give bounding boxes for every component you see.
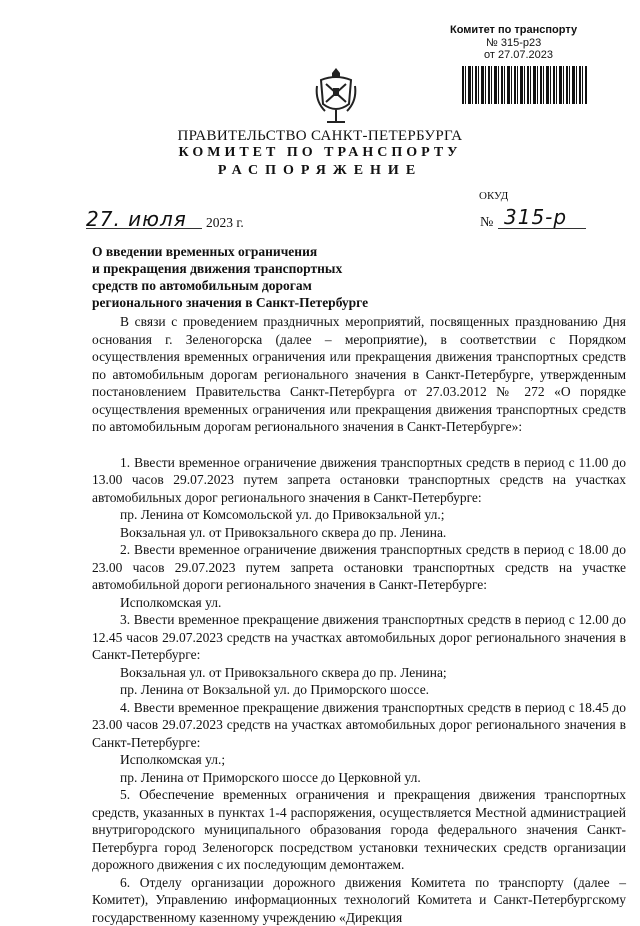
street-line: Исполкомская ул.; <box>92 751 626 769</box>
okud-label: ОКУД <box>479 190 508 202</box>
street-line: пр. Ленина от Приморского шоссе до Церковной ул. <box>92 769 626 787</box>
subject-line: средств по автомобильным дорогам <box>92 277 368 294</box>
number-underline <box>498 228 586 229</box>
doc-date-handwritten: 27. июля <box>86 207 187 231</box>
doc-year: 2023 г. <box>206 215 244 231</box>
item-paragraph: 4. Ввести временное прекращение движения транспортных средств в период с 18.45 до 23.00 часов 29.07.2023 средств на участках автомобильных дорог регионального значения в Санкт-Петербурге: <box>92 699 626 752</box>
preamble-paragraph: В связи с проведением праздничных мероприятий, посвященных празднованию Дня основания г. Зеленогорска (далее – мероприятие), в соответствии с Порядком осуществления временных ограничения или прекращения движения транспортных средств по автомобильным дорогам регионального значения в Санкт-Петербурге, утвержденным постановлением Правительства Санкт-Петербурга от 27.03.2012 № 272 «О порядке осуществления временных ограничения или прекращения движения транспортных средств по автомобильным дорогам регионального значения в Санкт-Петербурге»: <box>92 313 626 436</box>
committee-title: КОМИТЕТ ПО ТРАНСПОРТУ <box>0 145 640 161</box>
doc-subject <box>92 243 368 311</box>
subject-line: О введении временных ограничения <box>92 243 368 260</box>
item-paragraph: 6. Отделу организации дорожного движения Комитета по транспорту (далее – Комитет), Управлению информационных технологий Комитета и Санкт-Петербургскому государственному казенному учреждению «Дирекция <box>92 874 626 926</box>
street-line: пр. Ленина от Вокзальной ул. до Приморского шоссе. <box>92 681 626 699</box>
coat-of-arms-icon <box>315 66 357 126</box>
government-title: ПРАВИТЕЛЬСТВО САНКТ-ПЕТЕРБУРГА <box>0 128 640 145</box>
doc-number-prefix: № <box>480 215 493 231</box>
doc-body <box>92 313 626 926</box>
street-line: пр. Ленина от Комсомольской ул. до Привокзальной ул.; <box>92 506 626 524</box>
item-paragraph: 1. Ввести временное ограничение движения транспортных средств в период с 11.00 до 13.00 часов 29.07.2023 путем запрета остановки транспортных средств на участках автомобильных дорог регионального значения в Санкт-Петербурге: <box>92 454 626 507</box>
stamp-date: от 27.07.2023 <box>484 49 553 61</box>
subject-line: и прекращения движения транспортных <box>92 260 368 277</box>
item-paragraph: 3. Ввести временное прекращение движения транспортных средств в период с 12.00 до 12.45 часов 29.07.2023 средств на участках автомобильных дорог регионального значения в Санкт-Петербурге: <box>92 611 626 664</box>
barcode-icon <box>462 66 587 104</box>
item-paragraph: 2. Ввести временное ограничение движения транспортных средств в период с 18.00 до 23.00 часов 29.07.2023 путем запрета остановки транспортных средств на участке автомобильной дороги регионального значения в Санкт-Петербурге: <box>92 541 626 594</box>
street-line: Вокзальная ул. от Привокзального сквера до пр. Ленина. <box>92 524 626 542</box>
stamp-number: № 315-р23 <box>486 37 541 49</box>
stamp-committee: Комитет по транспорту <box>450 24 577 36</box>
doc-number-handwritten: 315-р <box>504 205 567 229</box>
subject-line: регионального значения в Санкт-Петербурге <box>92 294 368 311</box>
item-paragraph: 5. Обеспечение временных ограничения и прекращения движения транспортных средств, указанных в пунктах 1-4 распоряжения, осуществляется Местной администрацией внутригородского муниципального образования города федерального значения Санкт-Петербурга город Зеленогорск посредством установки технических средств организации дорожного движения с их последующим демонтажем. <box>92 786 626 874</box>
date-underline <box>86 228 202 229</box>
street-line: Исполкомская ул. <box>92 594 626 612</box>
street-line: Вокзальная ул. от Привокзального сквера до пр. Ленина; <box>92 664 626 682</box>
doc-type-title: РАСПОРЯЖЕНИЕ <box>0 163 640 179</box>
